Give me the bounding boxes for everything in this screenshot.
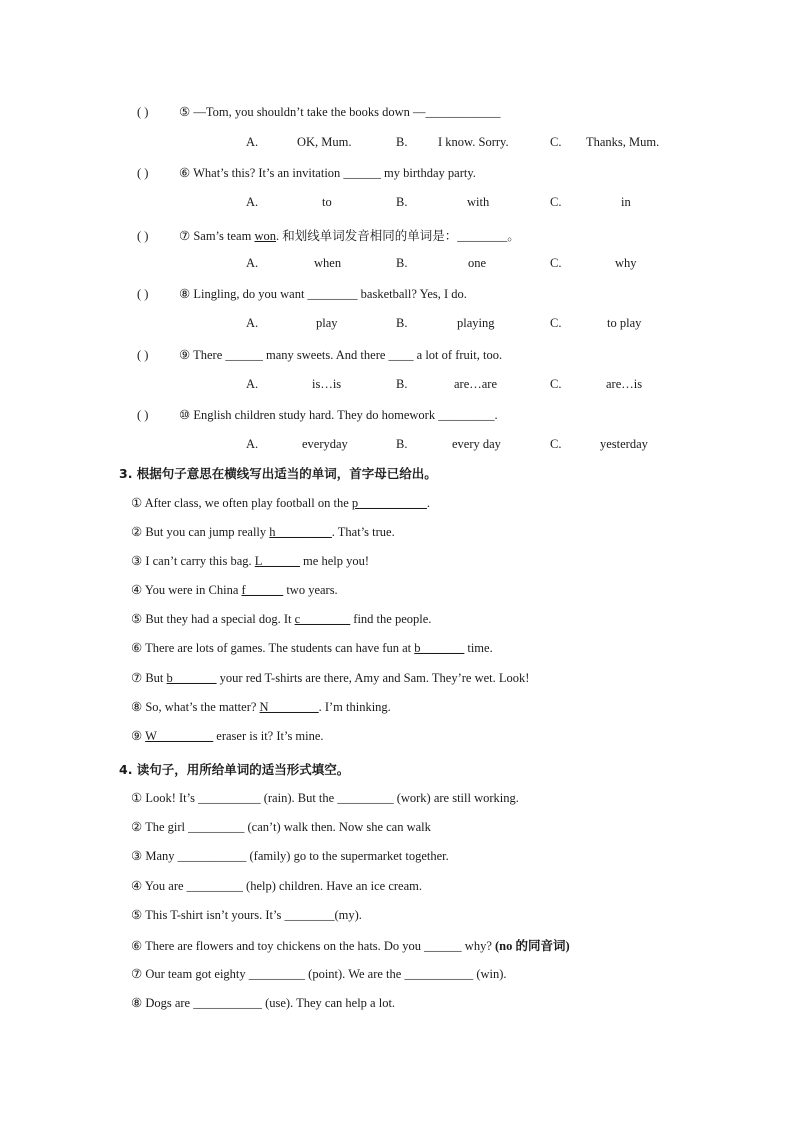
answer-paren[interactable]: ( ) (137, 287, 149, 301)
answer-blank[interactable]: h_________ (269, 525, 332, 539)
item-text: ⑤ But they had a special dog. It (131, 612, 295, 626)
item-text: ② But you can jump really (131, 525, 270, 539)
mc-options-10 (0, 437, 794, 453)
question-text: ⑤ —Tom, you shouldn’t take the books down —____________ (179, 105, 501, 119)
word-form-item[interactable] (131, 936, 570, 954)
word-form-item[interactable]: ⑤ This T-shirt isn’t yours. It’s ________(my). (131, 908, 362, 922)
item-text: . I’m thinking. (318, 700, 391, 714)
mc-options-5 (0, 135, 794, 151)
option-text[interactable]: when (314, 256, 342, 270)
fill-item (131, 640, 493, 656)
mc-question-7 (137, 226, 520, 244)
question-text: ⑧ Lingling, do you want ________ basketball? Yes, I do. (179, 287, 467, 301)
question-text: ⑩ English children study hard. They do homework _________. (179, 408, 498, 422)
option-label: A. (246, 195, 259, 209)
option-text[interactable]: is…is (312, 377, 342, 391)
option-text[interactable]: everyday (302, 437, 348, 451)
option-text[interactable]: in (621, 195, 631, 209)
item-text: ⑥ There are flowers and toy chickens on the hats. Do you ______ why? (131, 939, 496, 953)
underlined-word: won (254, 229, 276, 243)
word-form-item[interactable]: ⑦ Our team got eighty _________ (point). We are the ___________ (win). (131, 967, 507, 981)
item-text: ⑥ There are lots of games. The students can have fun at (131, 641, 415, 655)
option-label: C. (550, 195, 562, 209)
option-label: A. (246, 437, 259, 451)
option-label: A. (246, 135, 259, 149)
question-text: ⑦ Sam’s team (179, 229, 255, 243)
option-text[interactable]: yesterday (600, 437, 648, 451)
option-label: B. (396, 256, 408, 270)
item-text: . (426, 496, 430, 510)
fill-item (131, 670, 529, 686)
mc-question-6 (137, 165, 476, 181)
option-text[interactable]: are…are (454, 377, 498, 391)
option-text[interactable]: with (467, 195, 490, 209)
answer-paren[interactable]: ( ) (137, 105, 149, 119)
answer-blank[interactable]: N________ (259, 700, 319, 714)
fill-item (131, 699, 391, 715)
fill-item (131, 611, 431, 627)
option-label: B. (396, 195, 408, 209)
item-text: ① After class, we often play football on the (131, 496, 352, 510)
answer-blank[interactable]: b_______ (166, 671, 217, 685)
item-text: two years. (283, 583, 338, 597)
answer-paren[interactable]: ( ) (137, 166, 149, 180)
section-3-heading: 3. 根据句子意思在横线写出适当的单词，首字母已给出。 (119, 466, 437, 481)
mc-options-8 (0, 316, 794, 332)
mc-options-7 (0, 256, 794, 272)
fill-item (131, 524, 395, 540)
option-label: A. (246, 377, 259, 391)
hint-text: (no 的同音词) (495, 939, 570, 953)
option-text[interactable]: why (615, 256, 637, 270)
option-label: C. (550, 256, 562, 270)
word-form-item[interactable]: ④ You are _________ (help) children. Have an ice cream. (131, 879, 422, 893)
option-label: B. (396, 437, 408, 451)
answer-blank[interactable]: p___________ (351, 496, 427, 510)
answer-blank[interactable]: L______ (254, 554, 300, 568)
mc-question-9 (137, 347, 502, 363)
item-text: your red T-shirts are there, Amy and Sam. They’re wet. Look! (216, 671, 530, 685)
fill-item (131, 728, 324, 744)
fill-item (131, 495, 430, 511)
option-text[interactable]: to play (607, 316, 642, 330)
option-label: A. (246, 316, 259, 330)
question-text: ⑥ What’s this? It’s an invitation ______ my birthday party. (179, 166, 476, 180)
option-label: B. (396, 316, 408, 330)
item-text: find the people. (350, 612, 432, 626)
answer-blank[interactable]: f______ (241, 583, 284, 597)
word-form-item[interactable]: ③ Many ___________ (family) go to the supermarket together. (131, 849, 449, 863)
answer-blank[interactable]: b_______ (414, 641, 465, 655)
option-text[interactable]: play (316, 316, 338, 330)
item-text: eraser is it? It’s mine. (213, 729, 324, 743)
answer-paren[interactable]: ( ) (137, 229, 149, 243)
fill-item (131, 553, 369, 569)
fill-item (131, 582, 338, 598)
item-text: ③ I can’t carry this bag. (131, 554, 255, 568)
mc-question-8 (137, 286, 467, 302)
item-text: time. (464, 641, 493, 655)
item-text: . That’s true. (331, 525, 395, 539)
mc-question-5 (137, 104, 501, 120)
answer-paren[interactable]: ( ) (137, 408, 149, 422)
item-text: ⑦ But (131, 671, 167, 685)
option-text[interactable]: to (322, 195, 332, 209)
item-text: me help you! (299, 554, 370, 568)
word-form-item[interactable]: ① Look! It’s __________ (rain). But the _________ (work) are still working. (131, 791, 519, 805)
item-text: ④ You were in China (131, 583, 242, 597)
word-form-item[interactable]: ⑧ Dogs are ___________ (use). They can help a lot. (131, 996, 396, 1010)
word-form-item[interactable]: ② The girl _________ (can’t) walk then. Now she can walk (131, 820, 431, 834)
option-text[interactable]: I know. Sorry. (438, 135, 509, 149)
mc-question-10 (137, 407, 498, 423)
option-text[interactable]: are…is (606, 377, 643, 391)
section-4-heading: 4. 读句子，用所给单词的适当形式填空。 (119, 762, 350, 777)
option-text[interactable]: every day (452, 437, 501, 451)
answer-blank[interactable]: W_________ (145, 729, 214, 743)
option-text[interactable]: one (468, 256, 487, 270)
option-label: B. (396, 135, 408, 149)
item-text: ⑨ (131, 729, 146, 743)
option-text[interactable]: OK, Mum. (297, 135, 352, 149)
option-label: C. (550, 316, 562, 330)
question-text: ⑨ There ______ many sweets. And there ____ a lot of fruit, too. (179, 348, 503, 362)
question-text-cont: . 和划线单词发音相同的单词是：________。 (275, 229, 520, 243)
option-label: C. (550, 437, 562, 451)
option-label: A. (246, 256, 259, 270)
option-label: C. (550, 135, 562, 149)
answer-blank[interactable]: c________ (294, 612, 351, 626)
mc-options-6 (0, 195, 794, 211)
option-text[interactable]: playing (457, 316, 495, 330)
option-label: C. (550, 377, 562, 391)
option-label: B. (396, 377, 408, 391)
answer-paren[interactable]: ( ) (137, 348, 149, 362)
mc-options-9 (0, 377, 794, 393)
item-text: ⑧ So, what’s the matter? (131, 700, 260, 714)
option-text[interactable]: Thanks, Mum. (586, 135, 660, 149)
